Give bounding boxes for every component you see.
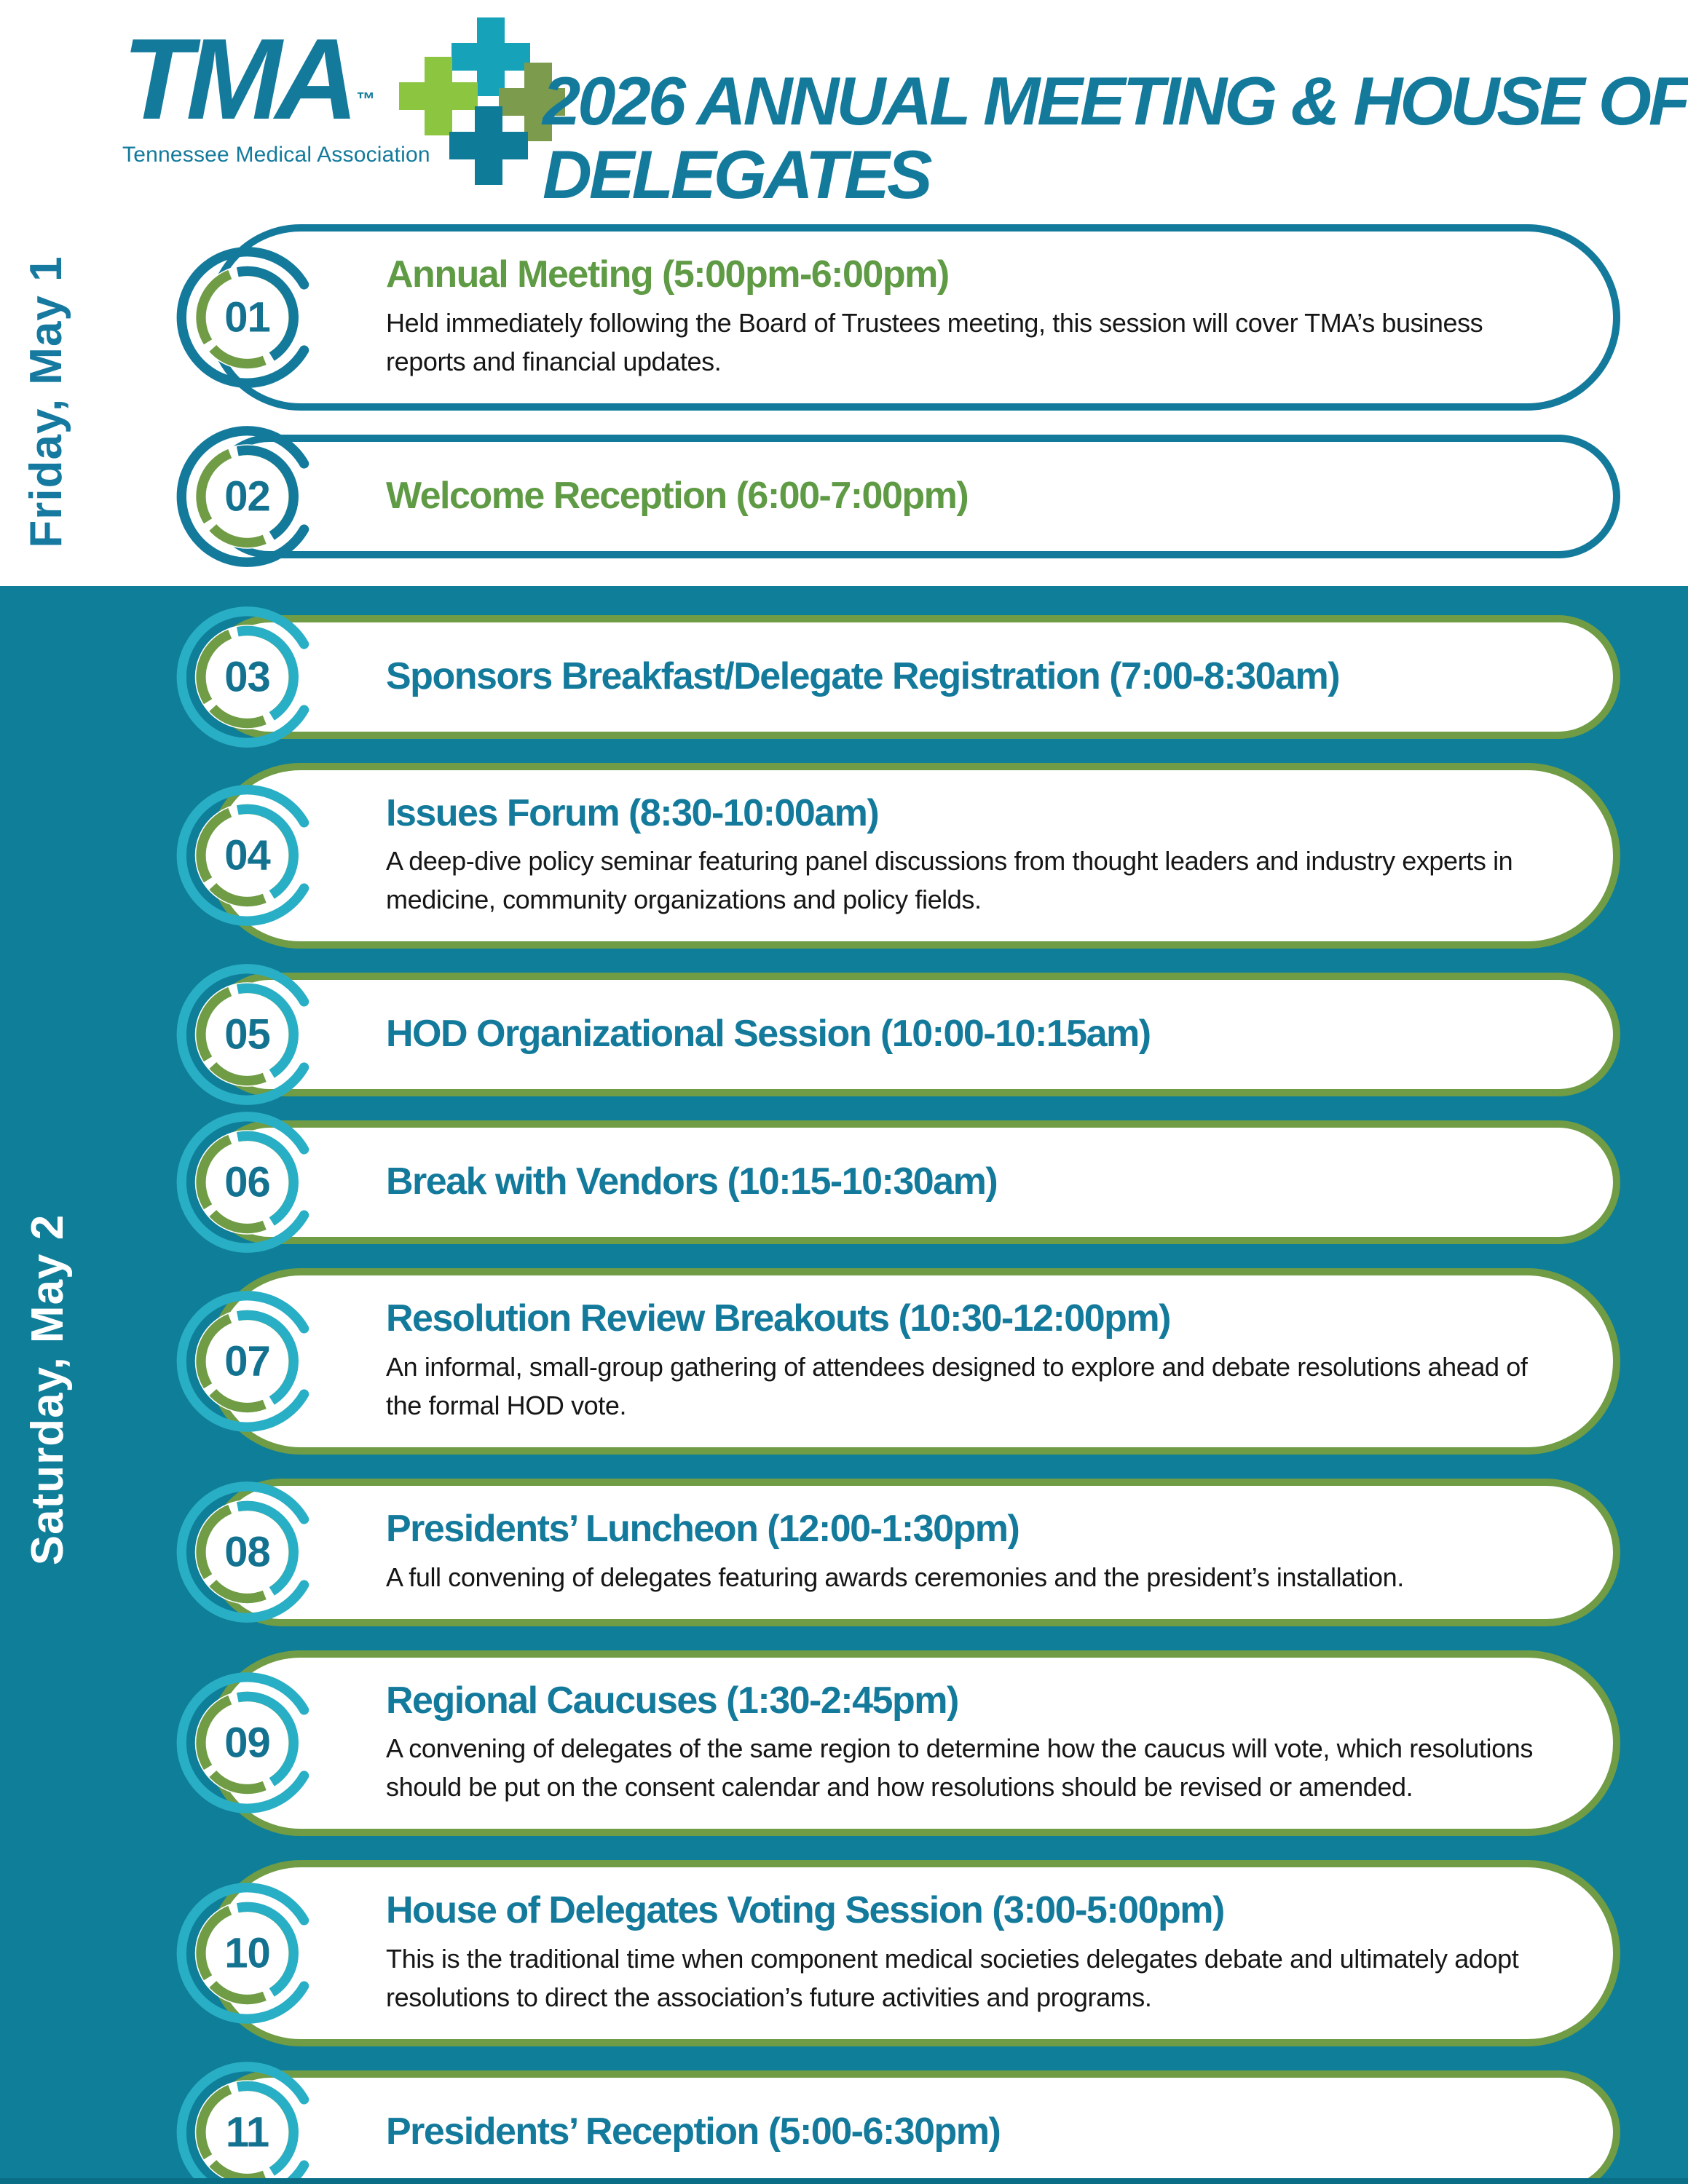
item-title: Resolution Review Breakouts (10:30-12:00pm) (386, 1297, 1170, 1340)
item-number: 03 (224, 653, 270, 701)
item-content (386, 1160, 1562, 1204)
item-content (386, 1679, 1562, 1808)
day-label-saturday: Saturday, May 2 (23, 1214, 73, 1566)
item-title: Regional Caucuses (1:30-2:45pm) (386, 1679, 958, 1722)
item-title: Presidents’ Reception (5:00-6:30pm) (386, 2110, 1001, 2153)
item-number-badge (173, 422, 322, 571)
item-number: 01 (224, 293, 270, 341)
item-number: 02 (224, 472, 270, 521)
item-content (386, 253, 1562, 381)
schedule-item (208, 1650, 1620, 1837)
item-description: This is the traditional time when component medical societies delegates debate and ultimately adopt resolutions to direct the association’s future activities and programs. (386, 1943, 1519, 2012)
section-saturday (0, 586, 1688, 2184)
item-number-badge (173, 1108, 322, 1257)
logo-subtitle: Tennessee Medical Association (122, 143, 430, 167)
item-number: 06 (224, 1158, 270, 1206)
day-label-friday: Friday, May 1 (21, 256, 71, 548)
logo-acronym (122, 15, 430, 143)
item-description: A full convening of delegates featuring awards ceremonies and the president’s installation. (386, 1562, 1404, 1592)
item-content (386, 792, 1562, 920)
item-number-badge (173, 1669, 322, 1818)
item-title: House of Delegates Voting Session (3:00-5:00pm) (386, 1889, 1224, 1932)
item-content (386, 1508, 1562, 1597)
item-number-badge (173, 781, 322, 930)
section-friday (0, 218, 1688, 586)
page-title: 2026 ANNUAL MEETING & HOUSE OF DELEGATES (543, 62, 1688, 213)
item-number-badge (173, 2057, 322, 2184)
item-number-badge (173, 1478, 322, 1627)
item-number: 04 (224, 831, 270, 879)
item-number: 10 (224, 1929, 270, 1977)
schedule-item (208, 1860, 1620, 2046)
schedule-item (208, 1479, 1620, 1626)
item-number: 11 (225, 2108, 269, 2156)
schedule-item (208, 224, 1620, 411)
medical-cross-logo-icon (399, 10, 565, 196)
saturday-items (208, 615, 1620, 2184)
item-title: Sponsors Breakfast/Delegate Registration (7:00-8:30am) (386, 654, 1340, 697)
schedule-item (208, 1120, 1620, 1244)
item-number: 07 (224, 1337, 270, 1385)
item-title: HOD Organizational Session (10:00-10:15am) (386, 1013, 1151, 1056)
item-content (386, 2110, 1562, 2154)
schedule-item (208, 1268, 1620, 1455)
item-number-badge (173, 960, 322, 1109)
tma-logo (122, 15, 430, 167)
item-number-badge (173, 242, 322, 392)
item-title: Welcome Reception (6:00-7:00pm) (386, 474, 969, 517)
item-title: Presidents’ Luncheon (12:00-1:30pm) (386, 1507, 1019, 1550)
trademark-symbol: ™ (356, 88, 376, 110)
schedule-item (208, 973, 1620, 1096)
item-description: A deep-dive policy seminar featuring panel discussions from thought leaders and industry experts in medicine, community organizations and policy fields. (386, 846, 1513, 915)
item-description: A convening of delegates of the same region to determine how the caucus will vote, which resolutions should be put on the consent calendar and how resolutions should be revised or amended. (386, 1733, 1533, 1803)
item-number: 08 (224, 1528, 270, 1576)
masthead (0, 0, 1688, 218)
item-number: 05 (224, 1010, 270, 1059)
item-content (386, 475, 1562, 518)
item-number-badge (173, 602, 322, 751)
item-content (386, 655, 1562, 699)
item-content (386, 1889, 1562, 2017)
schedule-item (208, 2070, 1620, 2184)
schedule-item (208, 615, 1620, 739)
schedule-item (208, 435, 1620, 558)
item-number: 09 (224, 1719, 270, 1767)
schedule-item (208, 763, 1620, 949)
item-content (386, 1297, 1562, 1425)
item-title: Annual Meeting (5:00pm-6:00pm) (386, 253, 949, 296)
item-number-badge (173, 1878, 322, 2027)
item-number-badge (173, 1287, 322, 1436)
logo-acronym-text: TMA (122, 15, 352, 143)
item-content (386, 1013, 1562, 1056)
friday-items (208, 224, 1620, 558)
item-description: An informal, small-group gathering of attendees designed to explore and debate resolutions ahead of the formal HOD vote. (386, 1352, 1528, 1420)
item-title: Issues Forum (8:30-10:00am) (386, 791, 879, 834)
item-title: Break with Vendors (10:15-10:30am) (386, 1160, 998, 1203)
item-description: Held immediately following the Board of Trustees meeting, this session will cover TMA’s business reports and financial updates. (386, 307, 1483, 376)
footer-strip (0, 2178, 1688, 2184)
